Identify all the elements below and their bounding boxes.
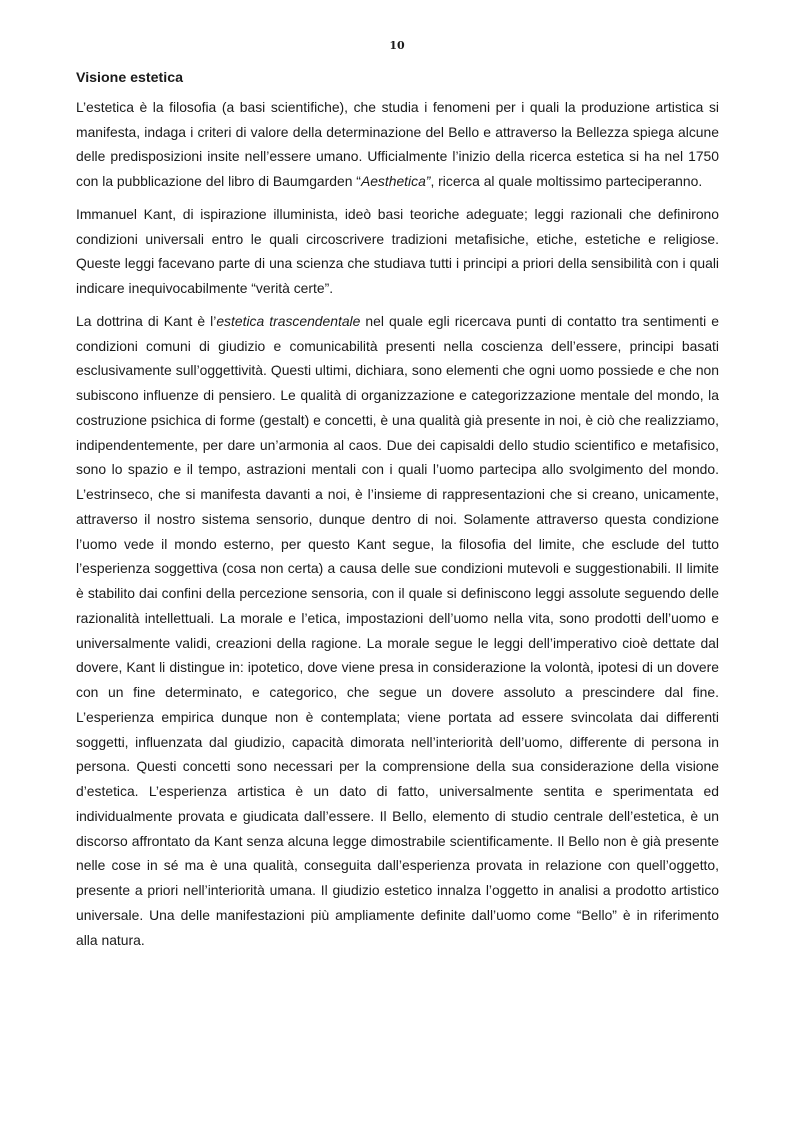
paragraph-1-italic: Aesthetica” [360, 173, 431, 190]
section-heading: Visione estetica [76, 70, 183, 86]
paragraph-1-text-a: L’estetica è la filosofia (a basi scientifiche), che studia i fenomeni per i quali la produzione artistica si manifesta, indaga i criteri di valore della determinazione del Bello e attraverso la Bellezza spiega alcune delle predisposizioni insite nell’essere umano. Ufficialmente l’inizio della ricerca estetica si ha nel 1750 con la pubblicazione del libro di Baumgarden “ [76, 98, 719, 190]
paragraph-3 [76, 309, 719, 953]
paragraph-2: Immanuel Kant, di ispirazione illuminista, ideò basi teoriche adeguate; leggi razionali che definirono condizioni universali entro le quali circoscrivere tradizioni metafisiche, etiche, estetiche e religiose. Queste leggi facevano parte di una scienza che studiava tutti i principi a priori della sensibilità con i quali indicare inequivocabilmente “verità certe”. [76, 205, 719, 297]
paragraph-1-text-b: , ricerca al quale moltissimo parteciperanno. [430, 173, 703, 190]
paragraph-1 [76, 95, 719, 194]
page-number: 10 [389, 39, 405, 52]
paragraph-3-text-b: nel quale egli ricercava punti di contatto tra sentimenti e condizioni comuni di giudizio e comunicabilità presenti nella coscienza dell’essere, principi basati esclusivamente sull’oggettività. Questi ultimi, dichiara, sono elementi che ogni uomo possiede e che non subiscono influenze di pensiero. Le qualità di organizzazione e categorizzazione mentale del mondo, la costruzione psichica di forme (gestalt) e concetti, è una qualità già presente in noi, è ciò che realizziamo, indipendentemente, per dare un’armonia al caos. Due dei capisaldi dello studio scientifico e metafisico, sono lo spazio e il tempo, astrazioni mentali con i quali l’uomo partecipa allo svolgimento del mondo. L’estrinseco, che si manifesta davanti a noi, è l’insieme di rappresentazioni che si creano, unicamente, attraverso il nostro sistema sensorio, dunque dentro di noi. Solamente attraverso questa condizione l’uomo vede il mondo esterno, per questo Kant segue, la filosofia del limite, che esclude del tutto l’esperienza soggettiva (cosa non certa) a causa delle sue condizioni mutevoli e suggestionabili. Il limite è stabilito dai confini della percezione sensoria, con il quale si definiscono leggi assolute seguendo delle razionalità intellettuali. La morale e l’etica, impostazioni dell’uomo nella vita, sono prodotti dell’uomo e universalmente validi, creazioni della ragione. La morale segue le leggi dell’imperativo cioè dettate dal dovere, Kant li distingue in: ipotetico, dove viene presa in considerazione la volontà, ipotesi di un dovere con un fine determinato, e categorico, che segue un dovere assoluto a prescindere dal fine. L’esperienza empirica dunque non è contemplata; viene portata ad essere svincolata dai differenti soggetti, influenzata dal giudizio, capacità dimorata nell’interiorità dell’uomo, differente di persona in persona. Questi concetti sono necessari per la comprensione della sua considerazione della visione d’estetica. L’esperienza artistica è un dato di fatto, universalmente sentita e sperimentata ed individualmente provata e giudicata dall’essere. Il Bello, elemento di studio centrale dell’estetica, è un discorso affrontato da Kant senza alcuna legge dimostrabile scientificamente. Il Bello non è già presente nelle cose in sé ma è una qualità, conseguita dall’esperienza provata in relazione con quell’oggetto, presente a priori nell’interiorità umana. Il giudizio estetico innalza l’oggetto in analisi a prodotto artistico universale. Una delle manifestazioni più ampliamente definite dall’uomo come “Bello” è in riferimento alla natura. [76, 312, 719, 948]
paragraph-3-text-a: La dottrina di Kant è l’ [76, 312, 217, 329]
paragraph-3-italic: estetica trascendentale [216, 312, 361, 329]
page-content [76, 66, 719, 960]
